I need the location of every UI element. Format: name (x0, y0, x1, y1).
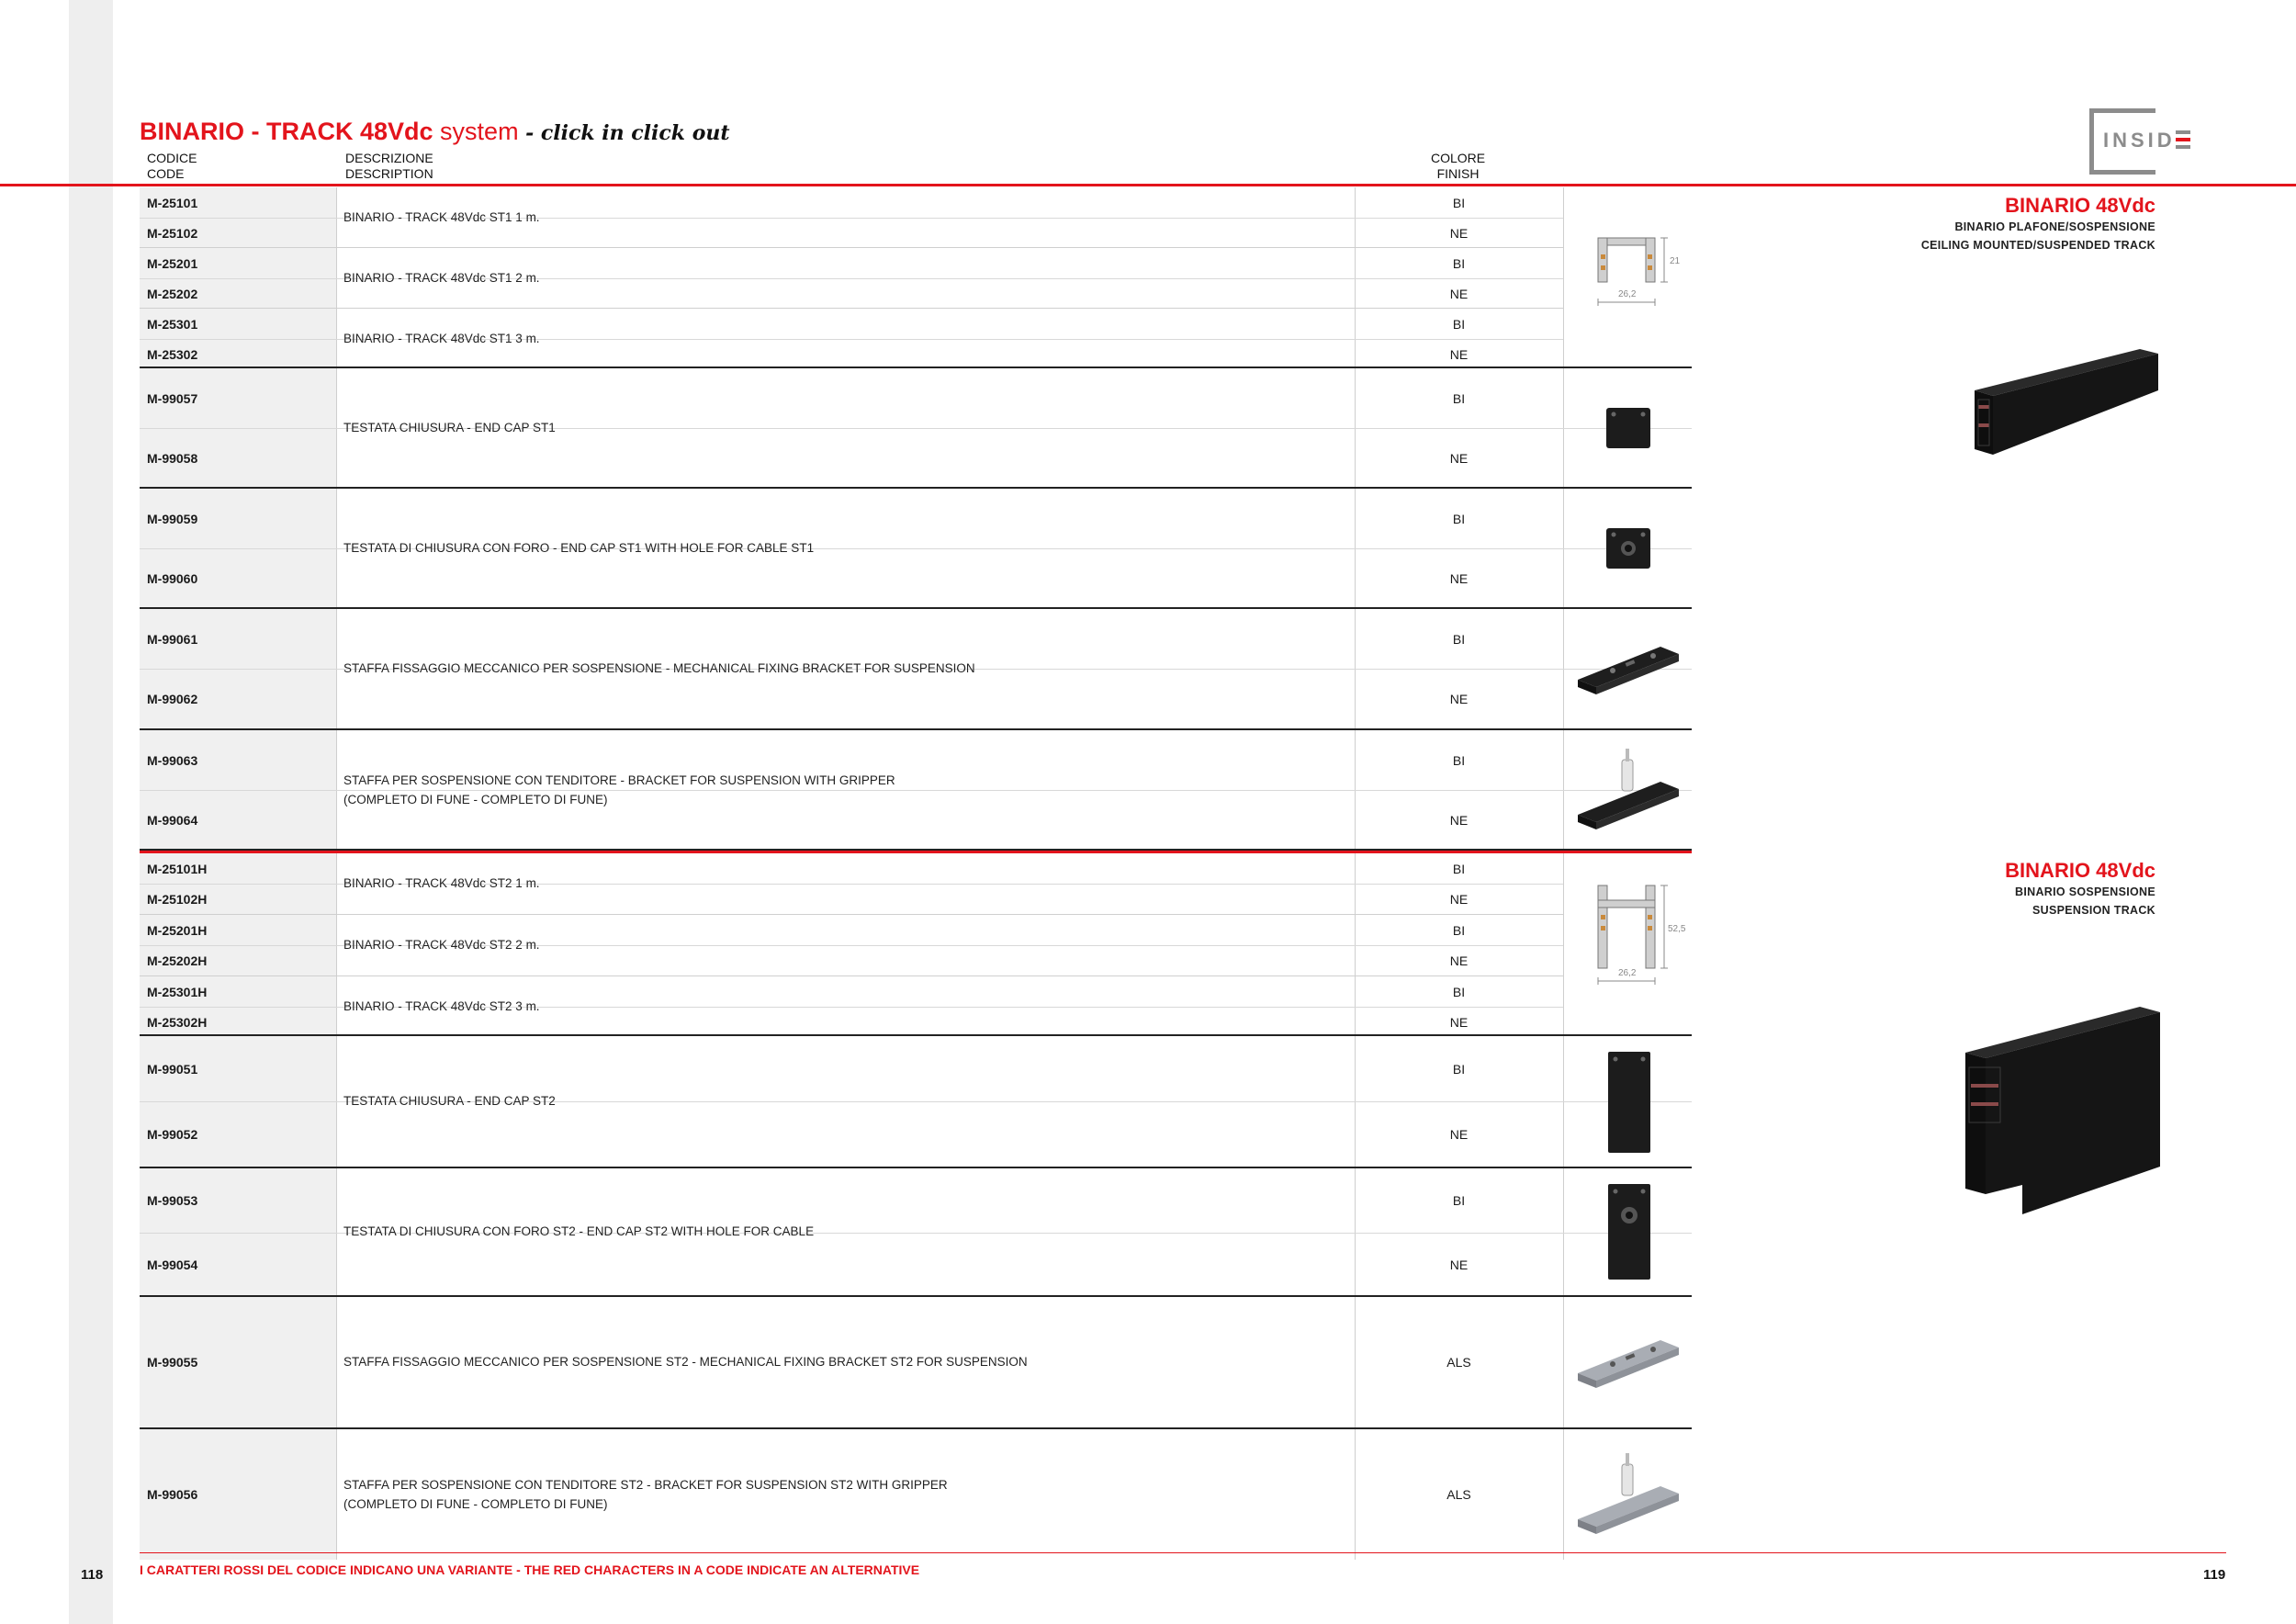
profile-drawing-st1 (1564, 215, 1692, 325)
product-description: TESTATA CHIUSURA - END CAP ST1 (343, 421, 556, 434)
product-table (140, 187, 1692, 1560)
product-description: BINARIO - TRACK 48Vdc ST2 1 m. (343, 876, 540, 890)
product-code: M-99054 (147, 1257, 198, 1272)
product-code: M-25302H (147, 1014, 208, 1030)
product-code: M-99058 (147, 450, 198, 466)
product-group (140, 976, 1563, 1037)
finish-code: NE (1449, 346, 1469, 362)
product-description: BINARIO - TRACK 48Vdc ST1 1 m. (343, 210, 540, 224)
header-code: CODICE CODE (147, 151, 197, 181)
product-description: BINARIO - TRACK 48Vdc ST2 3 m. (343, 999, 540, 1013)
product-code: M-25101H (147, 861, 208, 876)
finish-code: NE (1449, 225, 1469, 241)
page-number-left: 118 (81, 1567, 104, 1583)
product-code: M-25201H (147, 922, 208, 938)
end-cap-st2-hole-image (1564, 1168, 1692, 1295)
end-cap-hole-image (1564, 489, 1692, 608)
finish-code: NE (1449, 953, 1469, 968)
track-st1-render (1965, 344, 2167, 468)
inside-logo: INSID (2089, 108, 2196, 175)
page-number-right: 119 (2203, 1567, 2226, 1583)
product-code: M-25301H (147, 984, 208, 999)
end-cap-st2-image (1564, 1036, 1692, 1167)
product-code: M-25102H (147, 892, 208, 907)
footer-note: I CARATTERI ROSSI DEL CODICE INDICANO UNA VARIANTE - THE RED CHARACTERS IN A CODE INDICATE AN ALTERNATIVE (140, 1562, 920, 1577)
dimension-height: 52,5 (1667, 924, 1685, 934)
product-code: M-25202 (147, 286, 198, 301)
suspension-bracket-image (1564, 730, 1692, 850)
product-description: TESTATA CHIUSURA - END CAP ST2 (343, 1094, 556, 1108)
finish-code: BI (1452, 195, 1466, 210)
profile-drawing-st2 (1564, 872, 1692, 991)
product-group (140, 248, 1563, 309)
finish-code: BI (1452, 861, 1466, 876)
finish-code: BI (1452, 1193, 1466, 1208)
finish-code: BI (1452, 390, 1466, 406)
header-rule (0, 184, 2296, 186)
product-description: STAFFA FISSAGGIO MECCANICO PER SOSPENSIONE - MECHANICAL FIXING BRACKET FOR SUSPENSION (343, 661, 975, 675)
end-cap-image (1564, 368, 1692, 488)
table-row (140, 1233, 1692, 1295)
product-group (140, 853, 1563, 915)
product-code: M-99051 (147, 1061, 198, 1077)
dimension-width: 26,2 (1617, 968, 1636, 978)
product-group (140, 309, 1563, 368)
product-code: M-99052 (147, 1127, 198, 1142)
product-code: M-25202H (147, 953, 208, 968)
product-group (140, 1297, 1692, 1429)
track-st2-group (140, 851, 1692, 1036)
finish-code: NE (1449, 286, 1469, 301)
product-code: M-25201 (147, 255, 198, 271)
product-code: M-99056 (147, 1487, 198, 1502)
product-description: TESTATA DI CHIUSURA CON FORO - END CAP ST1 WITH HOLE FOR CABLE ST1 (343, 541, 815, 555)
product-group (140, 609, 1692, 730)
finish-code: NE (1449, 450, 1469, 466)
product-description: TESTATA DI CHIUSURA CON FORO ST2 - END CAP ST2 WITH HOLE FOR CABLE (343, 1224, 815, 1238)
finish-code: BI (1452, 255, 1466, 271)
product-code: M-99061 (147, 631, 198, 647)
product-code: M-99053 (147, 1193, 198, 1208)
table-row (140, 1101, 1692, 1167)
finish-code: NE (1449, 1014, 1469, 1030)
section-title-st2: BINARIO 48Vdc BINARIO SOSPENSIONE SUSPENSION TRACK (2005, 859, 2155, 917)
finish-code: BI (1452, 984, 1466, 999)
product-group (140, 368, 1692, 489)
finish-code: NE (1449, 1257, 1469, 1272)
product-code: M-99064 (147, 812, 198, 828)
dimension-width: 26,2 (1617, 289, 1636, 299)
product-code: M-25101 (147, 195, 198, 210)
product-description: STAFFA PER SOSPENSIONE CON TENDITORE - BRACKET FOR SUSPENSION WITH GRIPPER (COMPLETO DI FUNE - COMPLETO DI FUNE) (343, 773, 895, 806)
fixing-bracket-st2-image (1564, 1297, 1692, 1427)
track-st2-render (1956, 1001, 2167, 1217)
header-description: DESCRIZIONE DESCRIPTION (345, 151, 433, 181)
product-code: M-25301 (147, 316, 198, 332)
finish-code: NE (1449, 1127, 1469, 1142)
product-description: BINARIO - TRACK 48Vdc ST1 2 m. (343, 271, 540, 285)
page-title: BINARIO - TRACK 48Vdc system - click in click out (140, 118, 730, 145)
product-group (140, 1429, 1692, 1560)
product-description: STAFFA PER SOSPENSIONE CON TENDITORE ST2 - BRACKET FOR SUSPENSION ST2 WITH GRIPPER (COMPLETO DI FUNE - COMPLETO DI FUNE) (343, 1478, 948, 1511)
product-group (140, 730, 1692, 851)
product-code: M-25102 (147, 225, 198, 241)
dimension-height: 21 (1669, 256, 1680, 266)
footer-rule (140, 1552, 2226, 1553)
product-description: BINARIO - TRACK 48Vdc ST1 3 m. (343, 332, 540, 345)
finish-code: ALS (1446, 1487, 1471, 1502)
finish-code: NE (1449, 692, 1469, 706)
product-description: BINARIO - TRACK 48Vdc ST2 2 m. (343, 938, 540, 952)
section-title-st1: BINARIO 48Vdc BINARIO PLAFONE/SOSPENSIONE CEILING MOUNTED/SUSPENDED TRACK (1920, 194, 2155, 252)
logo-e-mark (2176, 130, 2190, 152)
product-code: M-99057 (147, 390, 198, 406)
finish-code: BI (1452, 631, 1466, 647)
track-st1-group (140, 187, 1692, 368)
product-group (140, 187, 1563, 248)
product-group (140, 1168, 1692, 1297)
finish-code: NE (1449, 570, 1469, 586)
product-code: M-99062 (147, 692, 198, 706)
product-code: M-99063 (147, 752, 198, 768)
product-group (140, 489, 1692, 609)
product-code: M-25302 (147, 346, 198, 362)
page-gutter-strip (69, 0, 113, 1624)
header-finish: COLORE FINISH (1431, 151, 1486, 181)
finish-code: BI (1452, 316, 1466, 332)
finish-code: BI (1452, 511, 1466, 526)
finish-code: BI (1452, 1061, 1466, 1077)
product-code: M-99055 (147, 1355, 198, 1370)
finish-code: NE (1449, 892, 1469, 907)
product-description: STAFFA FISSAGGIO MECCANICO PER SOSPENSIONE ST2 - MECHANICAL FIXING BRACKET ST2 FOR SUSPENSION (343, 1355, 1028, 1369)
fixing-bracket-image (1564, 609, 1692, 728)
finish-code: ALS (1446, 1355, 1471, 1370)
product-group (140, 1036, 1692, 1168)
suspension-bracket-st2-image (1564, 1429, 1692, 1560)
finish-code: BI (1452, 922, 1466, 938)
product-code: M-99059 (147, 511, 198, 526)
product-code: M-99060 (147, 570, 198, 586)
product-group (140, 915, 1563, 976)
finish-code: BI (1452, 752, 1466, 768)
finish-code: NE (1449, 812, 1469, 828)
